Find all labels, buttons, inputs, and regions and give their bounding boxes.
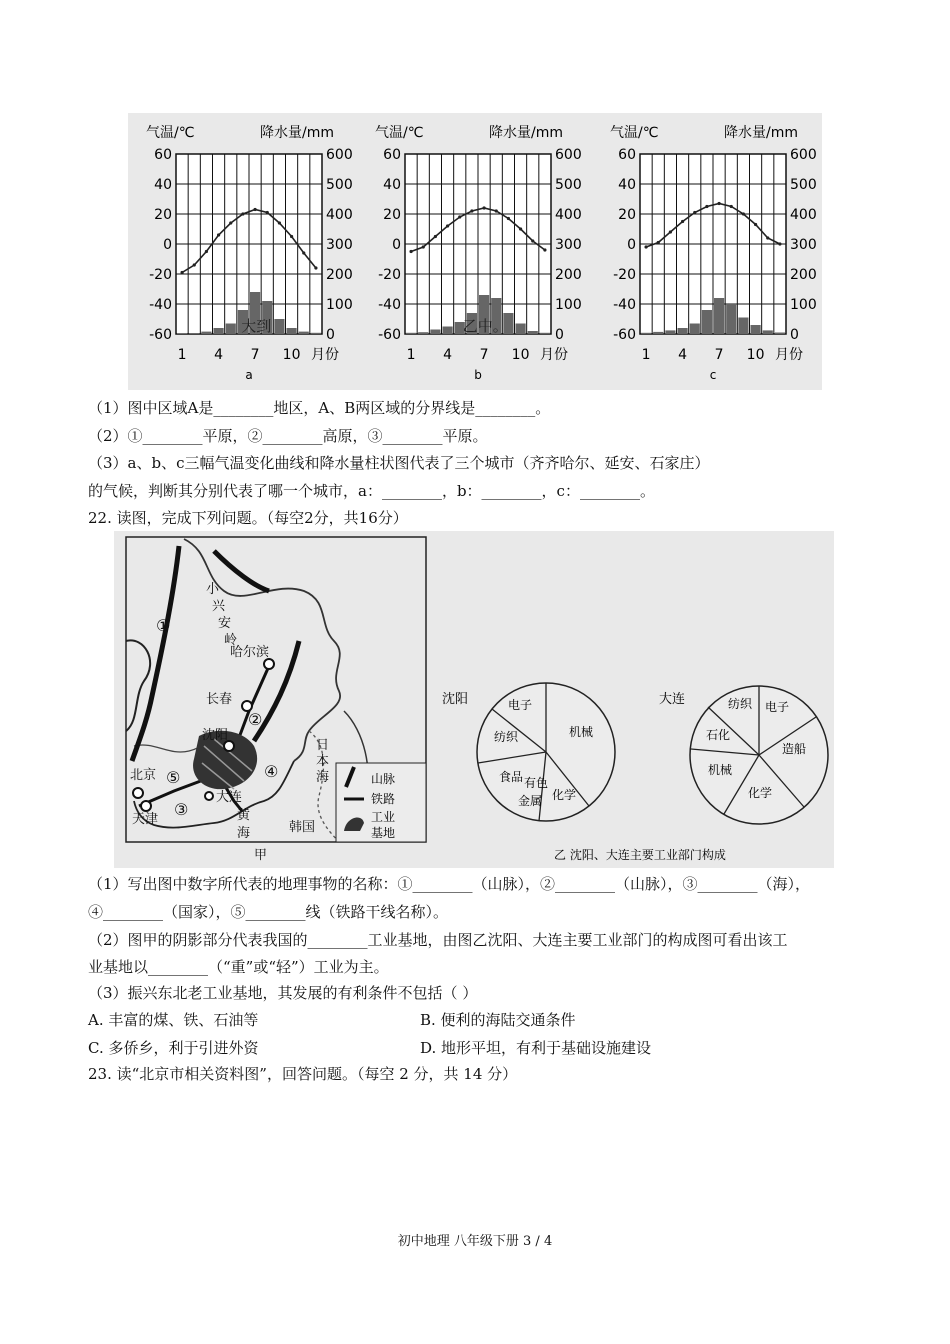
city-marker-harbin xyxy=(264,659,274,669)
temperature-point xyxy=(693,211,696,214)
panel-letter: b xyxy=(474,368,482,382)
precip-bar xyxy=(665,330,675,334)
q23-title: 23. 读“北京市相关资料图”，回答问题。（每空 2 分，共 14 分） xyxy=(88,1065,518,1083)
precip-bar xyxy=(214,328,224,334)
figure-caption: 乙 沈阳、大连主要工业部门构成 xyxy=(554,848,726,862)
temp-tick-label: -20 xyxy=(613,267,636,283)
month-unit-label: 月份 xyxy=(775,347,804,363)
label-dalian: 大连 xyxy=(216,790,243,805)
option-d: D. 地形平坦，有利于基础设施建设 xyxy=(420,1039,652,1057)
temperature-point xyxy=(314,266,317,269)
pie-dalian xyxy=(690,686,828,824)
label-an: 安 xyxy=(218,616,232,631)
temp-tick-label: -40 xyxy=(149,297,172,313)
label-xiao: 小 xyxy=(206,582,220,597)
pie2-label-electronics: 电子 xyxy=(765,700,790,714)
temperature-point xyxy=(205,250,208,253)
page-footer: 初中地理 八年级下册 3 / 4 xyxy=(397,1234,553,1249)
pie1-label-nonferrous: 有色 xyxy=(524,776,549,790)
precip-bar xyxy=(702,310,712,334)
temperature-point xyxy=(519,227,522,230)
month-tick-label: 4 xyxy=(443,347,453,363)
temp-tick-label: 60 xyxy=(383,147,401,163)
temperature-point xyxy=(302,251,305,254)
q21-line-2: （2）①________平原，②________高原，③________平原。 xyxy=(88,427,488,445)
precip-tick-label: 500 xyxy=(555,177,582,193)
precip-bar xyxy=(516,324,526,335)
q21-line-3: （3）a、b、c三幅气温变化曲线和降水量柱状图代表了三个城市（齐齐哈尔、延安、石家庄） xyxy=(88,454,710,472)
temp-tick-label: -60 xyxy=(149,327,172,343)
precip-bar xyxy=(678,328,688,334)
precip-bar xyxy=(653,332,663,334)
precip-tick-label: 300 xyxy=(326,237,353,253)
precip-bar xyxy=(418,332,428,334)
q22-line-4: 业基地以________（“重”或“轻”）工业为主。 xyxy=(88,958,389,976)
temp-tick-label: 0 xyxy=(163,237,172,253)
stamp-text: 乙中。 xyxy=(462,317,508,335)
northeast-figure xyxy=(114,531,834,868)
climate-charts-svg xyxy=(128,113,822,390)
legend-mountain: 山脉 xyxy=(371,772,396,786)
precip-bar xyxy=(443,327,453,335)
temperature-point xyxy=(705,205,708,208)
temperature-point xyxy=(681,220,684,223)
temperature-point xyxy=(180,271,183,274)
precip-tick-label: 0 xyxy=(326,327,335,343)
panel-letter: a xyxy=(245,368,253,382)
month-tick-label: 4 xyxy=(214,347,224,363)
temp-axis-label: 气温/℃ xyxy=(610,125,659,141)
precip-bar xyxy=(738,318,748,335)
q21-line-4: 的气候，判断其分别代表了哪一个城市，a：________，b：________，c：________。 xyxy=(88,482,655,500)
label-tianjin: 天津 xyxy=(132,812,159,827)
precip-bar xyxy=(430,330,440,335)
pie1-label-food: 食品 xyxy=(499,770,524,784)
temperature-point xyxy=(766,236,769,239)
month-tick-label: 10 xyxy=(746,347,765,363)
temperature-point xyxy=(778,242,781,245)
pie1-label-chemical: 化学 xyxy=(552,788,577,802)
precip-bar xyxy=(287,328,297,334)
precip-bar xyxy=(201,332,211,334)
temperature-point xyxy=(241,212,244,215)
month-tick-label: 1 xyxy=(177,347,187,363)
temperature-point xyxy=(495,209,498,212)
precip-bar xyxy=(726,304,736,334)
temperature-point xyxy=(229,221,232,224)
temp-tick-label: 60 xyxy=(154,147,172,163)
temp-tick-label: 20 xyxy=(154,207,172,223)
temperature-point xyxy=(193,263,196,266)
label-n2: ② xyxy=(248,710,263,729)
panel-letter: c xyxy=(709,368,717,382)
precip-axis-label: 降水量/mm xyxy=(489,125,563,141)
month-tick-label: 10 xyxy=(282,347,301,363)
precip-tick-label: 400 xyxy=(555,207,582,223)
temp-tick-label: -60 xyxy=(378,327,401,343)
temp-tick-label: 20 xyxy=(383,207,401,223)
precip-bar xyxy=(528,331,538,334)
label-hai: 海 xyxy=(237,826,251,841)
label-japan1: 日 xyxy=(316,738,330,753)
precip-tick-label: 200 xyxy=(790,267,817,283)
temperature-point xyxy=(742,212,745,215)
label-n4: ④ xyxy=(264,762,279,781)
temperature-point xyxy=(409,250,412,253)
city-marker-tianjin xyxy=(141,801,151,811)
temp-tick-label: -40 xyxy=(613,297,636,313)
temp-tick-label: 40 xyxy=(383,177,401,193)
precip-tick-label: 400 xyxy=(326,207,353,223)
precip-bar xyxy=(690,324,700,335)
pie2-label-textile: 纺织 xyxy=(728,697,753,711)
temperature-point xyxy=(754,223,757,226)
temperature-point xyxy=(507,217,510,220)
temp-tick-label: 40 xyxy=(154,177,172,193)
temp-axis-label: 气温/℃ xyxy=(146,125,195,141)
month-tick-label: 10 xyxy=(511,347,530,363)
label-shenyang: 沈阳 xyxy=(202,728,229,743)
precip-tick-label: 400 xyxy=(790,207,817,223)
temperature-point xyxy=(470,209,473,212)
precip-bar xyxy=(274,319,284,334)
temp-tick-label: 0 xyxy=(627,237,636,253)
temp-tick-label: -40 xyxy=(378,297,401,313)
precip-bar xyxy=(406,333,416,334)
pie1-label-metal: 金属 xyxy=(518,794,543,808)
label-changchun: 长春 xyxy=(206,692,233,707)
map-legend xyxy=(336,763,426,842)
precip-bar xyxy=(311,333,321,334)
climate-charts-figure xyxy=(128,113,822,390)
precip-bar xyxy=(714,298,724,334)
temperature-point xyxy=(446,224,449,227)
precip-tick-label: 0 xyxy=(790,327,799,343)
precip-tick-label: 500 xyxy=(326,177,353,193)
precip-bar xyxy=(189,333,199,334)
temperature-point xyxy=(253,208,256,211)
month-tick-label: 7 xyxy=(250,347,260,363)
pie2-label-machinery: 机械 xyxy=(708,763,733,777)
precip-bar xyxy=(775,333,785,335)
label-n3: ③ xyxy=(174,800,189,819)
pie1-label-machinery: 机械 xyxy=(569,725,594,739)
precip-tick-label: 100 xyxy=(555,297,582,313)
stamp-text: 大到 xyxy=(241,317,272,335)
mountain-daxinganling xyxy=(132,546,179,761)
month-tick-label: 1 xyxy=(641,347,651,363)
temperature-point xyxy=(669,230,672,233)
month-unit-label: 月份 xyxy=(311,347,340,363)
precip-tick-label: 100 xyxy=(790,297,817,313)
q22-line-1: （1）写出图中数字所代表的地理事物的名称：①________（山脉），②________（山脉），③________（海）， xyxy=(88,875,811,893)
precip-axis-label: 降水量/mm xyxy=(724,125,798,141)
temperature-point xyxy=(434,235,437,238)
temperature-point xyxy=(657,241,660,244)
temp-tick-label: 60 xyxy=(618,147,636,163)
temp-tick-label: 40 xyxy=(618,177,636,193)
precip-bar xyxy=(641,333,651,334)
pie1-label-electronics: 电子 xyxy=(508,698,533,712)
temp-tick-label: 20 xyxy=(618,207,636,223)
label-harbin: 哈尔滨 xyxy=(230,645,270,660)
legend-railway: 铁路 xyxy=(371,792,396,806)
precip-tick-label: 600 xyxy=(555,147,582,163)
temperature-point xyxy=(422,245,425,248)
northeast-map xyxy=(114,531,834,868)
temperature-point xyxy=(217,233,220,236)
label-jia: 甲 xyxy=(254,848,268,863)
temperature-point xyxy=(644,245,647,248)
month-tick-label: 4 xyxy=(678,347,688,363)
temp-axis-label: 气温/℃ xyxy=(375,125,424,141)
q22-line-2: ④________（国家），⑤________线（铁路干线名称）。 xyxy=(88,903,449,921)
city-marker-dalian xyxy=(205,792,213,800)
precip-bar xyxy=(177,333,187,334)
temperature-point xyxy=(730,205,733,208)
month-tick-label: 1 xyxy=(406,347,416,363)
label-xing: 兴 xyxy=(212,599,226,614)
legend-industry-1: 工业 xyxy=(371,810,396,824)
month-tick-label: 7 xyxy=(714,347,724,363)
pie-shenyang xyxy=(477,683,615,821)
pie2-title: 大连 xyxy=(659,692,686,707)
q21-line-1: （1）图中区域A是________地区，A、B两区域的分界线是________。 xyxy=(88,399,551,417)
precip-tick-label: 300 xyxy=(555,237,582,253)
temperature-point xyxy=(290,235,293,238)
precip-tick-label: 0 xyxy=(555,327,564,343)
label-n1: ① xyxy=(156,616,171,635)
q22-line-5: （3）振兴东北老工业基地，其发展的有利条件不包括（ ） xyxy=(88,984,478,1002)
precip-tick-label: 200 xyxy=(326,267,353,283)
option-c: C. 多侨乡，利于引进外资 xyxy=(88,1039,259,1057)
temperature-point xyxy=(266,211,269,214)
pie2-label-petrochem: 石化 xyxy=(706,728,731,742)
temperature-point xyxy=(531,239,534,242)
temp-tick-label: -60 xyxy=(613,327,636,343)
precip-bar xyxy=(763,330,773,334)
legend-industry-2: 基地 xyxy=(371,826,396,840)
temperature-point xyxy=(482,206,485,209)
temperature-point xyxy=(717,202,720,205)
precip-axis-label: 降水量/mm xyxy=(260,125,334,141)
temperature-point xyxy=(543,248,546,251)
month-tick-label: 7 xyxy=(479,347,489,363)
label-japan2: 本 xyxy=(316,754,330,769)
month-unit-label: 月份 xyxy=(540,347,569,363)
precip-bar xyxy=(540,333,550,334)
option-a: A. 丰富的煤、铁、石油等 xyxy=(88,1011,259,1029)
temp-tick-label: -20 xyxy=(149,267,172,283)
precip-tick-label: 300 xyxy=(790,237,817,253)
q22-title: 22. 读图，完成下列问题。（每空2分，共16分） xyxy=(88,509,408,527)
precip-tick-label: 600 xyxy=(790,147,817,163)
pie2-label-shipbuilding: 造船 xyxy=(782,742,807,756)
precip-tick-label: 200 xyxy=(555,267,582,283)
label-korea: 韩国 xyxy=(289,820,316,835)
q22-line-3: （2）图甲的阴影部分代表我国的________工业基地，由图乙沈阳、大连主要工业部门的构成图可看出该工 xyxy=(88,931,788,949)
pie2-label-chemical: 化学 xyxy=(748,786,773,800)
temp-tick-label: -20 xyxy=(378,267,401,283)
precip-tick-label: 600 xyxy=(326,147,353,163)
pie1-title: 沈阳 xyxy=(442,692,469,707)
label-beijing: 北京 xyxy=(130,768,157,783)
label-japan3: 海 xyxy=(316,770,330,785)
temperature-point xyxy=(458,215,461,218)
precip-tick-label: 500 xyxy=(790,177,817,193)
temp-tick-label: 0 xyxy=(392,237,401,253)
temperature-point xyxy=(278,221,281,224)
label-n5: ⑤ xyxy=(166,768,181,787)
city-marker-beijing xyxy=(133,788,143,798)
precip-tick-label: 100 xyxy=(326,297,353,313)
precip-bar xyxy=(751,325,761,334)
option-b: B. 便利的海陆交通条件 xyxy=(420,1011,576,1029)
pie1-label-textile: 纺织 xyxy=(494,730,519,744)
mountain-xiaoxinganling xyxy=(214,551,269,591)
label-ling: 岭 xyxy=(224,633,238,648)
precip-bar xyxy=(226,324,236,335)
label-huang: 黄 xyxy=(237,808,251,823)
precip-bar xyxy=(299,332,309,334)
